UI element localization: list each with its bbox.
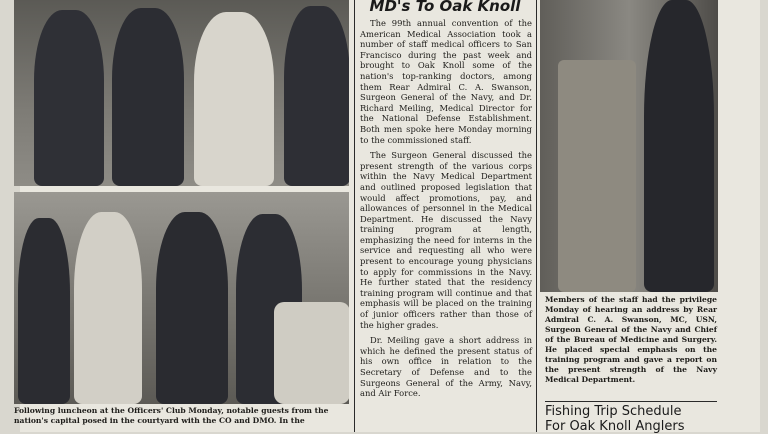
figure-person-3: [156, 212, 228, 404]
article-paragraph: Dr. Meiling gave a short address in which he defined the present status of his own office in relation to the Secretary of Defense and to the Surgeons General of the Army, Navy, and Air Force.: [360, 335, 532, 399]
figure-officer-2: [112, 8, 184, 186]
article-paragraph: The 99th annual convention of the American Medical Association took a number of staff medical officers to San Francisco during the past week and brought to Oak Knoll some of the nation's top-ranking doctors, among them Rear Admiral C. A. Swanson, Surgeon General of the Navy, and Dr. Richard Meiling, Medical Director for the National Defense Establishment. Both men spoke here Monday morning to the commissioned staff.: [360, 18, 532, 145]
photo-officers-courtyard: [14, 0, 349, 186]
photo-caption-right: Members of the staff had the privilege Monday of hearing an address by Rear Admiral C. A. Swanson, MC, USN, Surgeon General of the Navy and Chief of the Bureau of Medicine and Surgery. He placed special emphasis on the training program and gave a report on the present strength of the Navy Medical Department.: [545, 295, 717, 384]
figure-civilian-suit: [194, 12, 274, 186]
figure-person-2: [74, 212, 142, 404]
figure-admiral: [644, 0, 714, 292]
article-paragraph: The Surgeon General discussed the present strength of the various corps within the Navy Medical Department and outlined proposed legislation that would affect promotions, pay, and allowances of personnel in the Medical Department. He discussed the Navy training program at length, emphasizing the need for interns in the service and requesting all who were present to encourage young physicians to apply for commissions in the Navy. He further stated that the residency training program will continue and that emphasis will be placed on the training of junior officers rather than those of the higher grades.: [360, 150, 532, 330]
photo-ward-visit: [14, 192, 349, 404]
figure-officer-3: [284, 6, 349, 186]
column-rule-right: [536, 0, 537, 432]
article-body: [360, 18, 532, 404]
column-rule-left: [354, 0, 355, 432]
fishing-subhead: [545, 404, 723, 434]
figure-patient-bed: [274, 302, 349, 404]
photo-admiral-lectern: [540, 0, 718, 292]
fishing-subhead-line2: For Oak Knoll Anglers: [545, 419, 685, 434]
lectern: [558, 60, 636, 292]
article-headline: MD's To Oak Knoll: [369, 0, 521, 15]
section-rule: [545, 401, 717, 402]
figure-person-1: [18, 218, 70, 404]
fishing-subhead-line1: Fishing Trip Schedule: [545, 404, 682, 419]
figure-officer-1: [34, 10, 104, 186]
photo-caption-bottom: Following luncheon at the Officers' Club Monday, notable guests from the nation's capital posed in the courtyard with the CO and DMO. In the: [14, 406, 329, 425]
